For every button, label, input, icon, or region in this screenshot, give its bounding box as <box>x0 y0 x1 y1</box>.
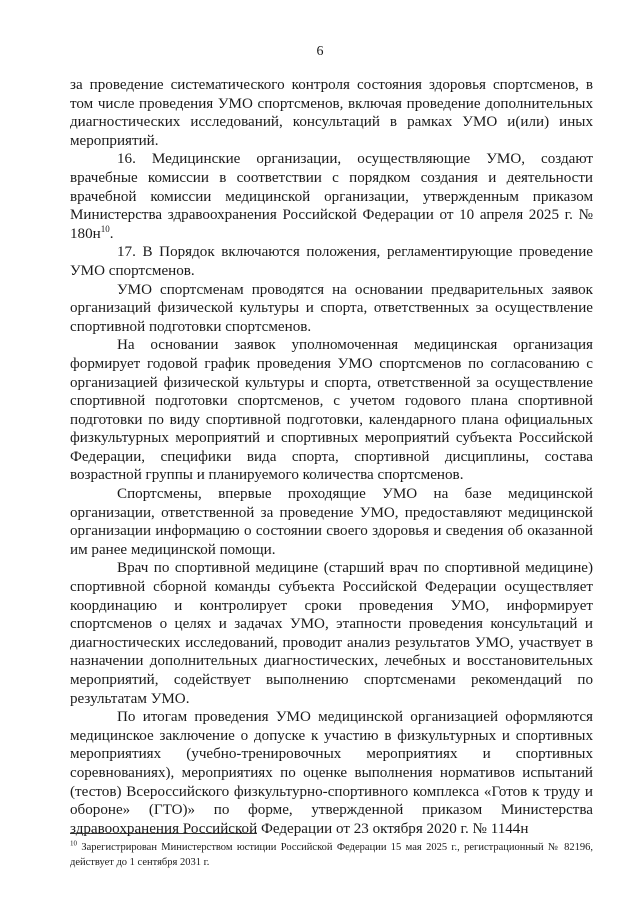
document-body <box>70 76 593 838</box>
paragraph-conclusion: По итогам проведения УМО медицинской организацией оформляются медицинское заключение о допуске к участию в физкультурных и спортивных мероприятиях (учебно-тренировочных мероприятиях и спортивных соревнованиях), мероприятиях по оценке выполнения нормативов испытаний (тестов) Всероссийского физкультурно-спортивного комплекса «Готов к труду и обороне» (ГТО)» по форме, утвержденной приказом Министерства здравоохранения Российской Федерации от 23 октября 2020 г. № 1144н <box>70 709 593 837</box>
paragraph-requests: УМО спортсменам проводятся на основании предварительных заявок организаций физической культуры и спорта, ответственных за осуществление спортивной подготовки спортсменов. <box>70 281 593 335</box>
footnote-divider <box>70 833 257 834</box>
paragraph-first-time-athletes: Спортсмены, впервые проходящие УМО на базе медицинской организации, ответственной за проведение УМО, предоставляют медицинской организации информацию о состоянии своего здоровья и сведения об оказанной им ранее медицинской помощи. <box>70 486 593 558</box>
paragraph-annual-schedule: На основании заявок уполномоченная медицинская организация формирует годовой график проведения УМО спортсменов по согласованию с организацией физической культуры и спорта, ответственной за осуществление спортивной подготовки спортсменов, с учетом годового плана спортивной подготовки по виду спортивной подготовки, календарного плана официальных физкультурных мероприятий и спортивных мероприятий субъекта Российской Федерации, специфики вида спорта, спортивной дисциплины, состава возрастной группы и планируемого количества спортсменов. <box>70 337 593 484</box>
footnote-reference: 10 <box>100 223 110 234</box>
footnote-marker: 10 <box>70 839 77 848</box>
paragraph-sports-doctor: Врач по спортивной медицине (старший врач по спортивной медицине) спортивной сборной команды субъекта Российской Федерации осуществляет координацию и контролирует сроки проведения УМО, информирует спортсменов о целях и задачах УМО, этапности проведения консультаций и диагностических исследований, проводит анализ результатов УМО, участвует в назначении дополнительных диагностических, лечебных и восстановительных мероприятий, содействует выполнению спортсменами рекомендаций по результатам УМО. <box>70 560 593 707</box>
paragraph-continuation: за проведение систематического контроля состояния здоровья спортсменов, в том числе проведения УМО спортсменов, включая проведение дополнительных диагностических исследований, консультаций в рамках УМО и(или) иных мероприятий. <box>70 77 593 149</box>
footnote-text: Зарегистрирован Министерством юстиции Российской Федерации 15 мая 2025 г., регистрационный № 82196, действует до 1 сентября 2031 г. <box>70 842 593 868</box>
page-number: 6 <box>316 44 324 59</box>
paragraph-17: 17. В Порядок включаются положения, регламентирующие проведение УМО спортсменов. <box>70 244 593 279</box>
footnote <box>70 840 593 870</box>
paragraph-16: 16. Медицинские организации, осуществляющие УМО, создают врачебные комиссии в соответствии с порядком создания и деятельности врачебной комиссии медицинской организации, утвержденным приказом Министерства здравоохранения Российской Федерации от 10 апреля 2025 г. № $180н^{10}$. <box>70 151 593 242</box>
paragraph-16-text: 16. Медицинские организации, осуществляющие УМО, создают врачебные комиссии в соответствии с порядком создания и деятельности врачебной комиссии медицинской организации, утвержденным приказом Министерства здравоохранения Российской Федерации от 10 апреля 2025 г. № 180н <box>70 151 593 242</box>
